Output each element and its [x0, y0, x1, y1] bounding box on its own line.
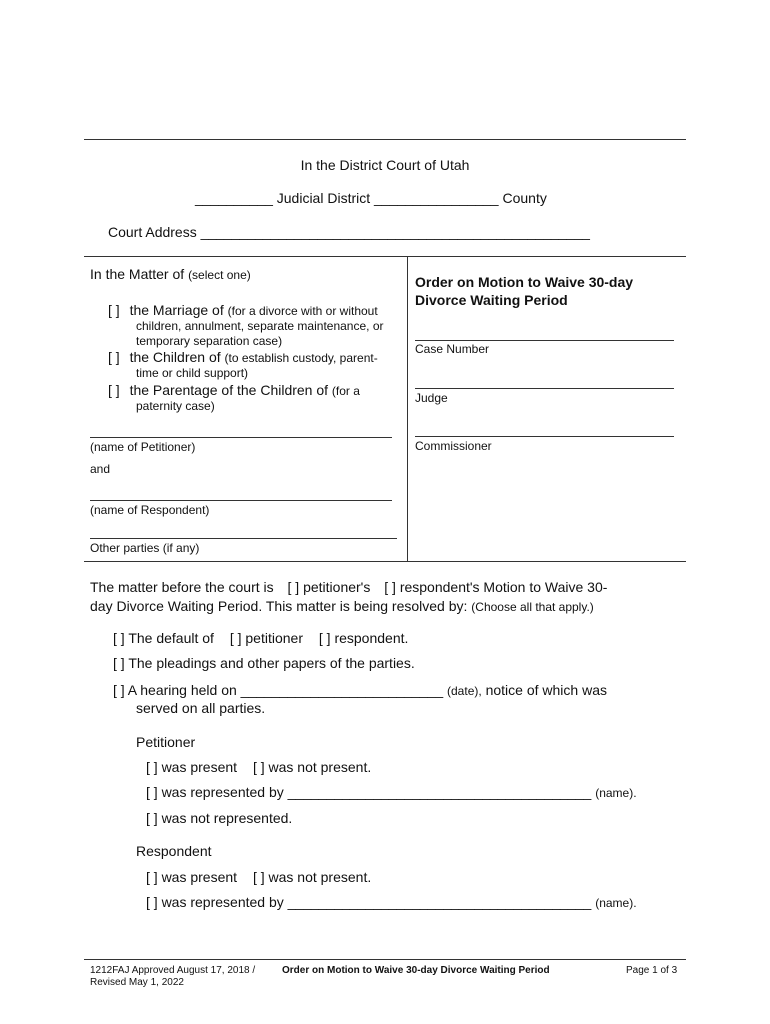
respondent-label: (name of Respondent)	[90, 503, 210, 517]
footer-form-id-line1: 1212FAJ Approved August 17, 2018 /	[90, 965, 256, 976]
footer-form-title: Order on Motion to Waive 30-day Divorce Waiting Period	[282, 965, 550, 976]
checkbox-hearing[interactable]: [ ]	[113, 682, 125, 698]
petitioner-not-represented-line: [ ] was not represented.	[146, 810, 293, 826]
option-children: [ ] the Children of (to establish custody, parent-	[108, 349, 378, 365]
respondent-present-line: [ ] was present [ ] was not present.	[146, 869, 372, 885]
respondent-represented-line: [ ] was represented by _______________________________________ (name).	[146, 894, 637, 910]
case-number-label: Case Number	[415, 342, 490, 356]
checkbox-default[interactable]: [ ]	[113, 630, 125, 646]
checkbox-petitioner-not-present[interactable]: [ ]	[252, 759, 265, 775]
checkbox-petitioner-not-represented[interactable]: [ ]	[146, 810, 158, 826]
intro-line2: day Divorce Waiting Period. This matter is being resolved by: (Choose all that apply.)	[90, 598, 594, 614]
name-note: (name).	[595, 896, 637, 910]
judge-label: Judge	[415, 391, 448, 405]
order-title-line1: Order on Motion to Waive 30-day	[415, 274, 634, 290]
other-parties-line[interactable]	[90, 538, 397, 539]
checkbox-children[interactable]: [ ]	[108, 349, 120, 365]
district-line	[195, 190, 547, 206]
option-children-note2: time or child support)	[136, 366, 249, 380]
respondent-attorney-blank[interactable]: _______________________________________	[287, 894, 592, 910]
case-number-line[interactable]	[415, 340, 674, 341]
intro-line1: The matter before the court is [ ] petitioner's [ ] respondent's Motion to Waive 30-	[90, 579, 608, 595]
court-address-label: Court Address	[108, 224, 197, 240]
caption-divider	[407, 256, 408, 562]
county-blank[interactable]: ________________	[374, 190, 499, 206]
date-note: (date),	[447, 684, 482, 698]
option-marriage-note2: children, annulment, separate maintenance, or	[136, 319, 384, 333]
option-parentage-note2: paternity case)	[136, 399, 215, 413]
footer-page-info: Page 1 of 3	[626, 965, 678, 976]
respondent-name-line[interactable]	[90, 500, 392, 501]
intro-note: (Choose all that apply.)	[471, 600, 594, 614]
other-parties-label: Other parties (if any)	[90, 541, 200, 555]
order-title-line2: Divorce Waiting Period	[415, 292, 568, 308]
and-label: and	[90, 462, 111, 476]
checkbox-respondents-motion[interactable]: [ ]	[384, 579, 396, 595]
court-address-line	[108, 224, 590, 240]
court-title: In the District Court of Utah	[300, 157, 470, 173]
petitioner-attorney-blank[interactable]: _______________________________________	[287, 784, 592, 800]
hearing-date-blank[interactable]: __________________________	[240, 682, 444, 698]
top-rule	[84, 139, 686, 140]
checkbox-default-petitioner[interactable]: [ ]	[229, 630, 242, 646]
commissioner-line[interactable]	[415, 436, 674, 437]
commissioner-label: Commissioner	[415, 439, 492, 453]
checkbox-petitioner-represented[interactable]: [ ]	[146, 784, 158, 800]
footer-form-id-line2: Revised May 1, 2022	[90, 977, 184, 988]
pleadings-line: [ ] The pleadings and other papers of the parties.	[113, 655, 415, 671]
hearing-line: [ ] A hearing held on __________________________ (date), notice of which was	[113, 682, 607, 698]
caption-top-rule	[84, 256, 686, 257]
checkbox-default-respondent[interactable]: [ ]	[318, 630, 331, 646]
petitioner-label: (name of Petitioner)	[90, 440, 196, 454]
petitioner-represented-line: [ ] was represented by _______________________________________ (name).	[146, 784, 637, 800]
default-of-line: [ ] The default of [ ] petitioner [ ] respondent.	[113, 630, 409, 646]
option-parentage: [ ] the Parentage of the Children of (for a	[108, 382, 360, 398]
court-address-blank[interactable]: __________________________________________________	[200, 224, 590, 240]
district-label: Judicial District	[276, 190, 371, 206]
name-note: (name).	[595, 786, 637, 800]
served-line: served on all parties.	[136, 700, 266, 716]
petitioner-present-line: [ ] was present [ ] was not present.	[146, 759, 372, 775]
checkbox-pleadings[interactable]: [ ]	[113, 655, 125, 671]
district-blank[interactable]: __________	[195, 190, 273, 206]
caption-bottom-rule	[84, 561, 686, 562]
respondent-heading: Respondent	[136, 843, 212, 859]
checkbox-respondent-present[interactable]: [ ]	[146, 869, 158, 885]
matter-label: In the Matter of (select one)	[90, 266, 251, 282]
checkbox-marriage[interactable]: [ ]	[108, 302, 120, 318]
checkbox-respondent-not-present[interactable]: [ ]	[252, 869, 265, 885]
option-marriage: [ ] the Marriage of (for a divorce with or without	[108, 302, 378, 318]
footer-rule	[84, 959, 686, 960]
checkbox-petitioner-present[interactable]: [ ]	[146, 759, 158, 775]
petitioner-name-line[interactable]	[90, 437, 392, 438]
option-marriage-note3: temporary separation case)	[136, 334, 283, 348]
petitioner-heading: Petitioner	[136, 734, 196, 750]
checkbox-parentage[interactable]: [ ]	[108, 382, 120, 398]
judge-line[interactable]	[415, 388, 674, 389]
checkbox-petitioners-motion[interactable]: [ ]	[287, 579, 300, 595]
county-label: County	[502, 190, 547, 206]
checkbox-respondent-represented[interactable]: [ ]	[146, 894, 158, 910]
matter-note: (select one)	[188, 268, 251, 282]
